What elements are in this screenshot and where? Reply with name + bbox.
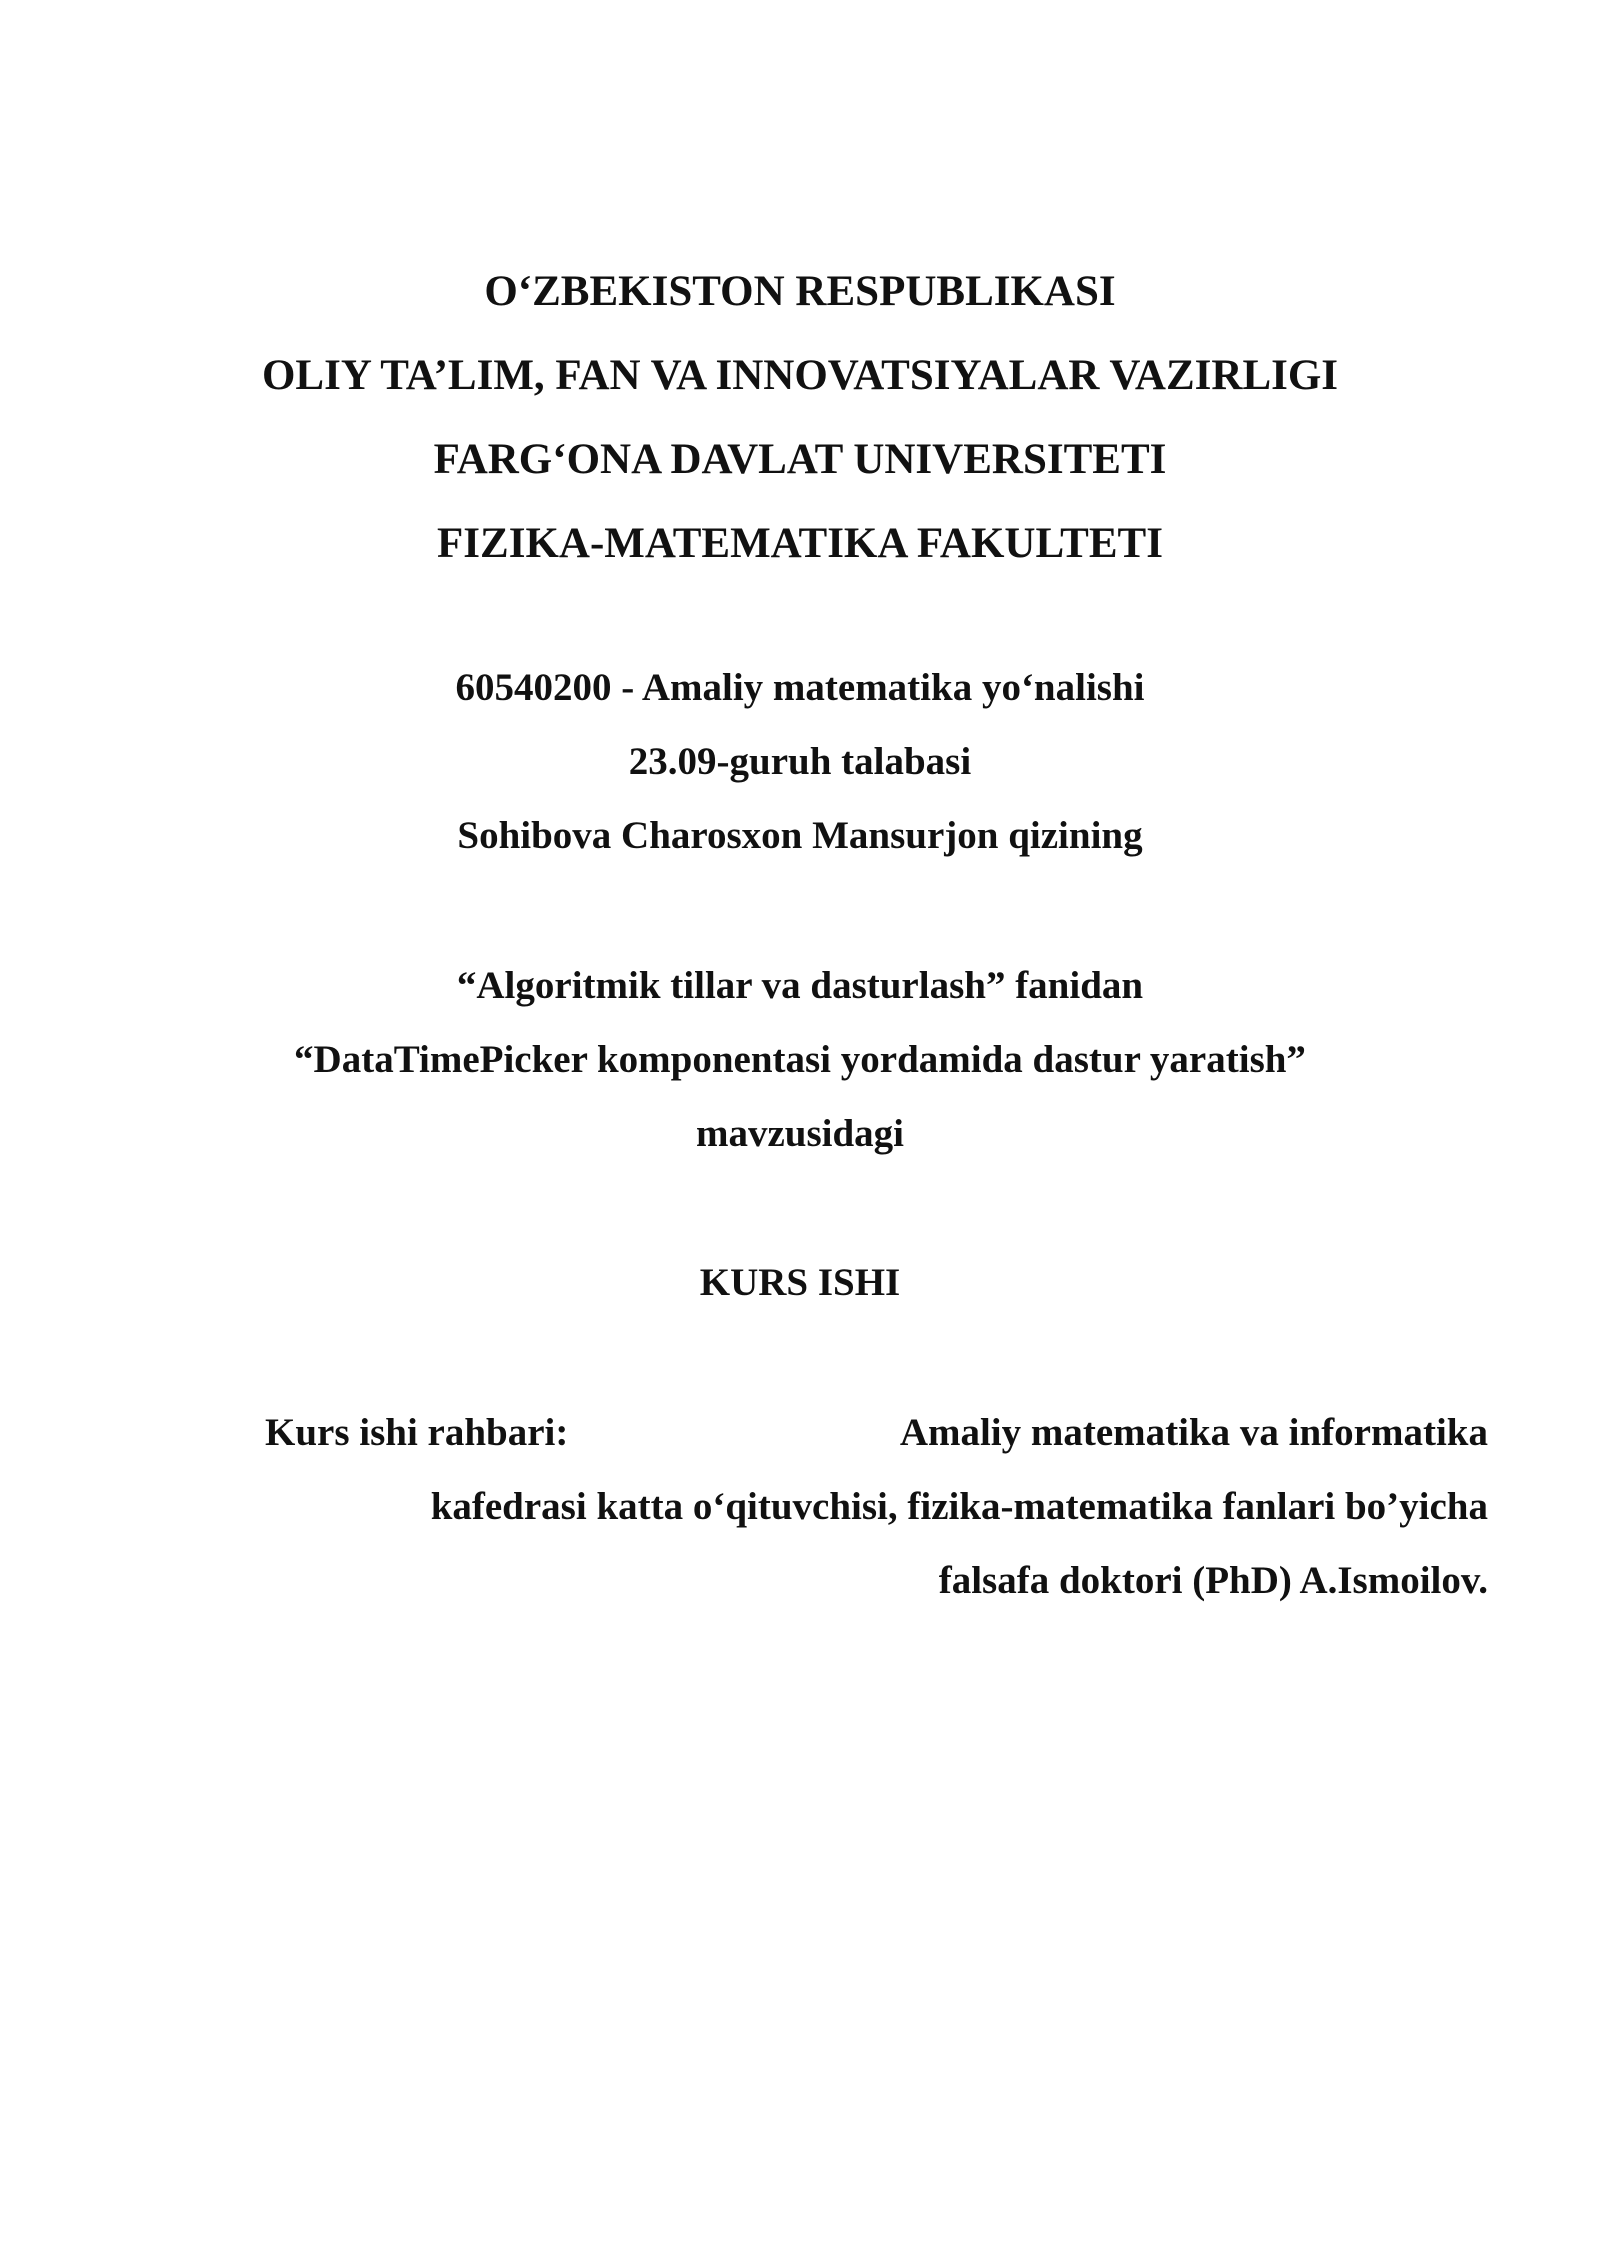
header-faculty: FIZIKA-MATEMATIKA FAKULTETI — [437, 520, 1163, 567]
supervisor-line-3: falsafa doktori (PhD) A.Ismoilov. — [938, 1559, 1488, 1602]
supervisor-line-1: Amaliy matematika va informatika — [899, 1411, 1488, 1454]
topic-title: “DataTimePicker komponentasi yordamida dastur yaratish” — [294, 1038, 1306, 1081]
header-ministry: OLIY TA’LIM, FAN VA INNOVATSIYALAR VAZIRLIGI — [261, 352, 1339, 399]
topic-suffix: mavzusidagi — [695, 1112, 905, 1155]
supervisor-line-2: kafedrasi katta o‘qituvchisi, fizika-matematika fanlari bo’yicha — [430, 1485, 1488, 1528]
header-republic: O‘ZBEKISTON RESPUBLIKASI — [484, 268, 1116, 315]
work-type: KURS ISHI — [699, 1261, 901, 1304]
student-direction: 60540200 - Amaliy matematika yo‘nalishi — [455, 666, 1145, 709]
topic-subject: “Algoritmik tillar va dasturlash” fanidan — [456, 964, 1144, 1007]
header-university: FARG‘ONA DAVLAT UNIVERSITETI — [433, 436, 1167, 483]
student-group: 23.09-guruh talabasi — [628, 740, 972, 783]
student-name: Sohibova Charosxon Mansurjon qizining — [457, 814, 1143, 857]
supervisor-label: Kurs ishi rahbari: — [265, 1411, 569, 1454]
